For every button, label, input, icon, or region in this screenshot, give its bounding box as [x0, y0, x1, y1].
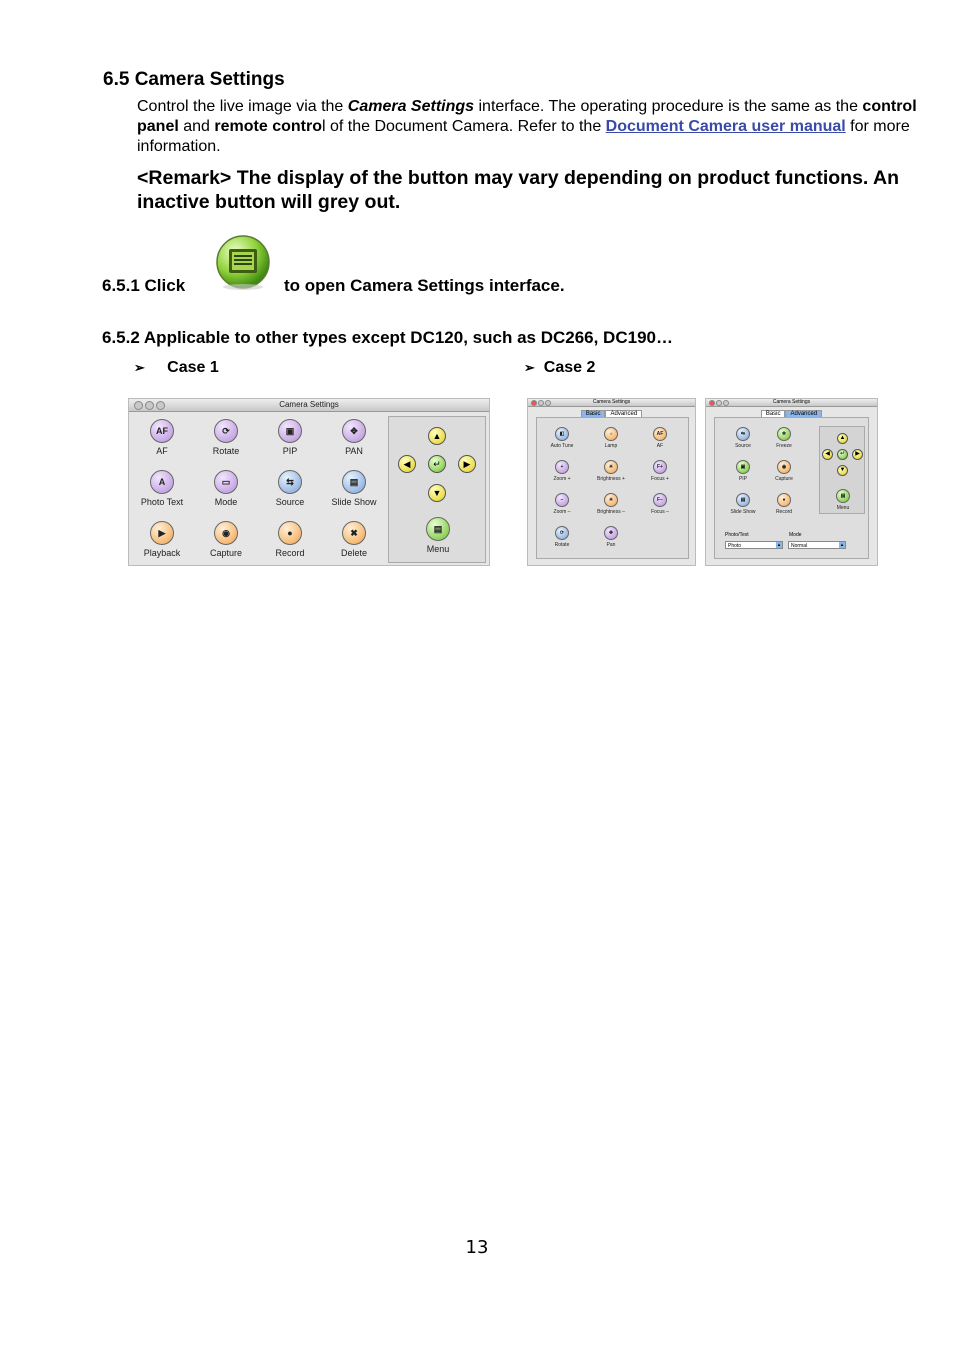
tab-basic[interactable]: Basic	[761, 410, 786, 418]
document-camera-manual-link[interactable]: Document Camera user manual	[605, 118, 846, 135]
brightness-icon: ☀	[604, 493, 618, 507]
remark: <Remark> The display of the button may vary depending on product functions. An inactive button will grey out.	[137, 167, 900, 213]
freeze-button[interactable]: ❄ Freeze	[764, 427, 804, 449]
pip-button[interactable]: ▣ PIP	[260, 419, 320, 456]
pan-button[interactable]: ✥ PAN	[324, 419, 384, 456]
pan-button[interactable]: ✥ Pan	[591, 526, 631, 548]
up-arrow-button[interactable]: ▲	[837, 433, 848, 444]
pan-icon: ✥	[604, 526, 618, 540]
record-button[interactable]: ● Record	[260, 521, 320, 558]
page-number: 13	[465, 1237, 489, 1258]
window-controls[interactable]	[134, 401, 167, 414]
record-button[interactable]: ● Record	[764, 493, 804, 515]
window-title: Camera Settings	[279, 400, 339, 409]
direction-pad	[819, 426, 865, 514]
section-title: 6.5 Camera Settings	[103, 69, 285, 90]
tab-basic[interactable]: Basic	[581, 410, 606, 418]
brightness-button[interactable]: ☀ Brightness –	[591, 493, 631, 515]
step-652-title: 6.5.2 Applicable to other types except DC120, such as DC266, DC190…	[102, 328, 673, 347]
pip-button[interactable]: ▣ PIP	[723, 460, 763, 482]
menu-button[interactable]: ▤ Menu	[823, 489, 863, 511]
menu-button[interactable]: ▤ Menu	[408, 517, 468, 554]
brightness-icon: ☀	[604, 460, 618, 474]
down-arrow-button[interactable]: ▼	[837, 465, 848, 476]
record-icon: ●	[777, 493, 791, 507]
arrow-bullet-icon: ➢	[524, 360, 535, 375]
enter-button[interactable]: ↵	[428, 455, 446, 473]
source-icon: ⇆	[278, 470, 302, 494]
zoom-icon: +	[555, 460, 569, 474]
freeze-icon: ❄	[777, 427, 791, 441]
slide-show-button[interactable]: ▤ Slide Show	[723, 493, 763, 515]
right-arrow-button[interactable]: ▶	[458, 455, 476, 473]
af-button[interactable]: AF AF	[640, 427, 680, 449]
source-button[interactable]: ⇆ Source	[260, 470, 320, 507]
case1-heading: ➢ Case 1	[134, 359, 219, 376]
window-controls[interactable]	[709, 400, 730, 409]
photo-text-icon: A	[150, 470, 174, 494]
focus-button[interactable]: F− Focus –	[640, 493, 680, 515]
step-651-text: to open Camera Settings interface.	[284, 276, 565, 295]
window-titlebar: Camera Settings	[528, 399, 695, 407]
record-icon: ●	[278, 521, 302, 545]
down-arrow-button[interactable]: ▼	[428, 484, 446, 502]
slide-show-icon: ▤	[342, 470, 366, 494]
focus-icon: F−	[653, 493, 667, 507]
zoom-button[interactable]: + Zoom +	[542, 460, 582, 482]
capture-button[interactable]: ◉ Capture	[196, 521, 256, 558]
focus-button[interactable]: F+ Focus +	[640, 460, 680, 482]
af-icon: AF	[150, 419, 174, 443]
lamp-icon: ☼	[604, 427, 618, 441]
lamp-button[interactable]: ☼ Lamp	[591, 427, 631, 449]
auto-tune-icon: ◧	[555, 427, 569, 441]
photo-text-select[interactable]: Photo ▴	[725, 541, 783, 549]
step-651-label: 6.5.1 Click	[102, 276, 186, 295]
case2-heading: ➢ Case 2	[524, 359, 596, 376]
up-arrow-button[interactable]: ▲	[428, 427, 446, 445]
auto-tune-button[interactable]: ◧ Auto Tune	[542, 427, 582, 449]
source-button[interactable]: ⇆ Source	[723, 427, 763, 449]
mode-select[interactable]: Normal ▴	[788, 541, 846, 549]
slide-show-icon: ▤	[736, 493, 750, 507]
direction-pad	[388, 416, 486, 563]
arrow-bullet-icon: ➢	[134, 360, 145, 375]
pip-icon: ▣	[278, 419, 302, 443]
enter-button[interactable]: ↵	[837, 449, 848, 460]
delete-icon: ✖	[342, 521, 366, 545]
window-titlebar: Camera Settings	[706, 399, 877, 407]
source-icon: ⇆	[736, 427, 750, 441]
case1-camera-settings-window	[128, 398, 490, 566]
capture-icon: ◉	[214, 521, 238, 545]
advanced-panel	[714, 417, 869, 559]
capture-button[interactable]: ◉ Capture	[764, 460, 804, 482]
zoom-icon: −	[555, 493, 569, 507]
case2-advanced-window	[705, 398, 878, 566]
intro-paragraph: Control the live image via the Camera Settings interface. The operating procedure is the same as the control panel and remote control of the Document Camera. Refer to the Document Camera user manual for more information.	[137, 98, 917, 155]
window-controls[interactable]	[531, 400, 552, 409]
playback-button[interactable]: ▶ Playback	[132, 521, 192, 558]
window-titlebar	[129, 399, 489, 412]
camera-settings-icon[interactable]	[214, 235, 272, 291]
left-arrow-button[interactable]: ◀	[822, 449, 833, 460]
menu-icon: ▤	[836, 489, 850, 503]
case2-basic-window	[527, 398, 696, 566]
zoom-button[interactable]: − Zoom –	[542, 493, 582, 515]
pip-icon: ▣	[736, 460, 750, 474]
tab-advanced[interactable]: Advanced	[785, 410, 822, 418]
right-arrow-button[interactable]: ▶	[852, 449, 863, 460]
rotate-icon: ⟳	[555, 526, 569, 540]
tab-advanced[interactable]: Advanced	[605, 410, 642, 418]
left-arrow-button[interactable]: ◀	[398, 455, 416, 473]
photo-text-button[interactable]: A Photo Text	[132, 470, 192, 507]
mode-button[interactable]: ▭ Mode	[196, 470, 256, 507]
mode-icon: ▭	[214, 470, 238, 494]
playback-icon: ▶	[150, 521, 174, 545]
af-button[interactable]: AF AF	[132, 419, 192, 456]
menu-icon: ▤	[426, 517, 450, 541]
mode-label: Mode	[789, 532, 802, 538]
basic-panel	[536, 417, 689, 559]
rotate-button[interactable]: ⟳ Rotate	[542, 526, 582, 548]
delete-button[interactable]: ✖ Delete	[324, 521, 384, 558]
focus-icon: F+	[653, 460, 667, 474]
rotate-button[interactable]: ⟳ Rotate	[196, 419, 256, 456]
capture-icon: ◉	[777, 460, 791, 474]
af-icon: AF	[653, 427, 667, 441]
rotate-icon: ⟳	[214, 419, 238, 443]
slide-show-button[interactable]: ▤ Slide Show	[324, 470, 384, 507]
photo-text-label: Photo/Text	[725, 532, 749, 538]
brightness-button[interactable]: ☀ Brightness +	[591, 460, 631, 482]
pan-icon: ✥	[342, 419, 366, 443]
